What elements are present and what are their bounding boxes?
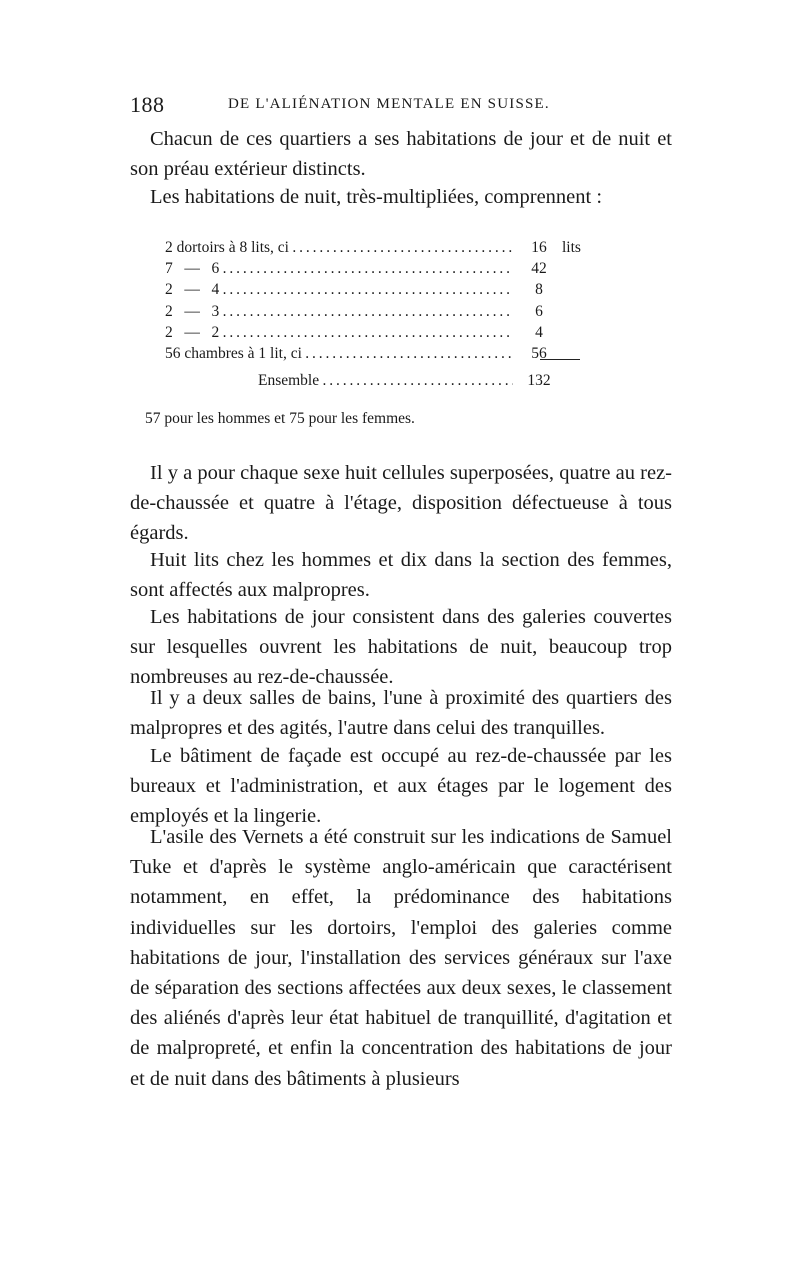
gender-note: 57 pour les hommes et 75 pour les femmes. xyxy=(145,410,415,427)
row-value: 8 xyxy=(535,281,543,299)
paragraph-bains: Il y a deux salles de bains, l'une à proximité des quartiers des malpropres et des agités, l'autre dans celui des tranquilles. xyxy=(130,687,672,740)
row-label: 2 — 4 . . . xyxy=(165,279,513,300)
table-total-row xyxy=(165,370,595,391)
table-row xyxy=(165,258,595,279)
table-row xyxy=(165,301,595,322)
paragraph-cellules: Il y a pour chaque sexe huit cellules superposées, quatre au rez-de-chaussée et quatre à l'étage, disposition défectueuse à tous égards. xyxy=(130,462,672,545)
table-row xyxy=(165,322,595,343)
paragraph-malpropres: Huit lits chez les hommes et dix dans la section des femmes, sont affectés aux malpropres. xyxy=(130,549,672,602)
row-unit: lits xyxy=(562,239,581,256)
row-value: 6 xyxy=(535,302,543,320)
row-label: 7 — 6 . . . xyxy=(165,258,513,279)
total-value: 132 xyxy=(527,372,551,390)
row-value: 56 xyxy=(531,344,547,362)
beds-table xyxy=(165,237,595,391)
running-title: DE L'ALIÉNATION MENTALE EN SUISSE. xyxy=(228,96,550,112)
page-number: 188 xyxy=(130,92,165,117)
paragraph-habitations-nuit: Les habitations de nuit, très-multipliées, comprennent : xyxy=(150,186,603,208)
paragraph-quartiers: Chacun de ces quartiers a ses habitations de jour et de nuit et son préau extérieur distincts. xyxy=(130,128,672,181)
row-label: 2 dortoirs à 8 lits, ci . . . xyxy=(165,237,513,258)
sum-rule xyxy=(540,359,580,360)
table-row xyxy=(165,279,595,300)
paragraph-batiment: Le bâtiment de façade est occupé au rez-de-chaussée par les bureaux et l'administration, et aux étages par le logement des employés et la lingerie. xyxy=(130,745,672,828)
row-label: 56 chambres à 1 lit, ci . . . xyxy=(165,343,513,364)
row-value: 16 xyxy=(531,239,547,256)
paragraph-habitations-jour: Les habitations de jour consistent dans des galeries couvertes sur lesquelles ouvrent les habitations de nuit, beaucoup trop nombreuses au rez-de-chaussée. xyxy=(130,606,672,689)
table-row xyxy=(165,343,595,364)
row-label: 2 — 3 . . . xyxy=(165,301,513,322)
row-label: 2 — 2 . . . xyxy=(165,322,513,343)
row-value: 4 xyxy=(535,323,543,341)
total-label: Ensemble . . . xyxy=(258,370,513,391)
paragraph-vernets: L'asile des Vernets a été construit sur les indications de Samuel Tuke et d'après le système anglo-américain que caractérisent notamment, en effet, la prédominance des habitations individuelles sur les dortoirs, l'emploi des galeries comme habitations de jour, l'installation des services généraux sur l'axe de séparation des sections affectées aux deux sexes, le classement des aliénés d'après leur état habituel de tranquillité, d'agitation et de malpropreté, et enfin la concentration des habitations de jour et de nuit dans des bâtiments à plusieurs xyxy=(130,826,672,1090)
table-row xyxy=(165,237,595,258)
row-value: 42 xyxy=(531,260,547,278)
running-head xyxy=(130,92,670,120)
